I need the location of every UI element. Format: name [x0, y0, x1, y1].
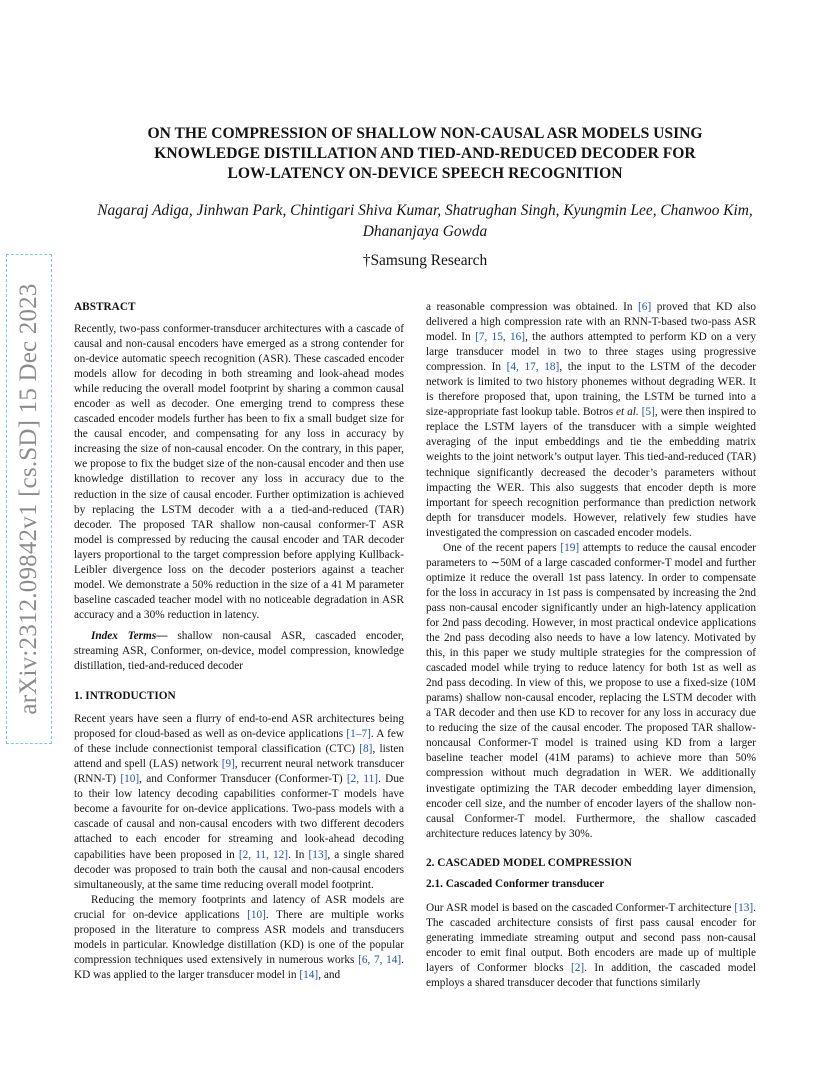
right-paragraph-1: a reasonable compression was obtained. In [6] proved that KD also delivered a high compression rate with an RNN-T-based two-pass ASR model. In [7, 15, 16], the authors attempted to perform KD on a very large transducer model in two to three stages using progressive compression. In [4, 17, 18], the input to the LSTM of the decoder network is limited to two history phonemes without degrading WER. It is therefore proposed that, upon training, the LSTM be turned into a size-appropriate fast lookup table. Botros et al. [5], were then inspired to replace the LSTM layers of the transducer with a simple weighted averaging of the input embeddings and tie the embedding matrix weights to the joint network’s output layer. This tied-and-reduced (TAR) technique significantly decreased the decoder’s parameters without impacting the WER. This also suggests that encoder depth is more important for speech recognition performance than prediction network depth for transducer models. However, relatively few studies have investigated the compression on cascaded encoder models.	[426, 301, 756, 539]
citation-link[interactable]: [1–7]	[346, 728, 371, 741]
right-column	[426, 300, 756, 991]
citation-link[interactable]: [9]	[221, 758, 235, 771]
title-line-2: KNOWLEDGE DISTILLATION AND TIED-AND-REDUCED DECODER FOR	[154, 145, 696, 162]
section-2-heading: 2. CASCADED MODEL COMPRESSION	[426, 856, 632, 869]
index-terms-text: shallow non-causal ASR, cascaded encoder, streaming ASR, Conformer, on-device, model compression, knowledge distillation, tied-and-reduced decoder	[74, 629, 404, 673]
index-terms-label: Index Terms—	[90, 629, 168, 642]
intro-paragraph-2: Reducing the memory footprints and latency of ASR models are crucial for on-device applications [10]. There are multiple works proposed in the literature to compress ASR models and transducers models in particular. Knowledge distillation (KD) is one of the popular compression techniques used extensively in numerous works [6, 7, 14]. KD was applied to the larger transducer model in [14], and	[74, 893, 404, 981]
citation-link[interactable]: [10]	[247, 908, 266, 921]
citation-link[interactable]: [2, 11, 12]	[238, 848, 289, 861]
section-2-1-paragraph: Our ASR model is based on the cascaded Conformer-T architecture [13]. The cascaded architecture consists of first pass causal encoder for generating immediate streaming output and second pass non-causal encoder to emit final output. Both encoders are made up of multiple layers of Conformer blocks [2]. In addition, the cascaded model employs a shared transducer decoder that functions similarly	[426, 901, 756, 989]
citation-link[interactable]: [14]	[299, 968, 319, 981]
citation-link[interactable]: [2, 11]	[346, 773, 379, 786]
abstract-text: Recently, two-pass conformer-transducer architectures with a cascade of causal and non-causal encoders have emerged as a strong contender for on-device automatic speech recognition (ASR). These cascaded encoder models allow for decoding in both streaming and look-ahead modes while reducing the overall model footprint by sharing a common causal encoder as well as decoder. One emerging trend to compress these cascaded encoder models further has been to fix a small budget size for the causal encoder, and compensating for any loss in accuracy by increasing the size of non-causal encoder. On the contrary, in this paper, we propose to fix the budget size of the non-causal encoder and then use knowledge distillation to recover any loss in accuracy due to the reduction in the size of causal encoder. Further optimization is achieved by replacing the LSTM decoder with a a tied-and-reduced (TAR) decoder. The proposed TAR shallow non-causal conformer-T ASR model is compressed by reducing the causal encoder and TAR decoder layers proportional to the target compression before applying Kullback-Leibler divergence loss on the decoder posteriors against a teacher model. We demonstrate a 50% reduction in the size of a 41 M parameter baseline cascaded teacher model with no noticeable degradation in ASR accuracy and a 30% reduction in latency.	[74, 323, 404, 621]
citation-link[interactable]: [5]	[641, 406, 655, 419]
introduction-heading: 1. INTRODUCTION	[74, 690, 176, 703]
title-line-1: ON THE COMPRESSION OF SHALLOW NON-CAUSAL ASR MODELS USING	[147, 125, 703, 142]
affiliation: †Samsung Research	[362, 252, 488, 269]
subsection-2-1-heading: 2.1. Cascaded Conformer transducer	[426, 877, 605, 890]
citation-link[interactable]: [4, 17, 18]	[506, 361, 560, 374]
citation-link[interactable]: [19]	[560, 541, 580, 554]
title-line-3: LOW-LATENCY ON-DEVICE SPEECH RECOGNITION	[227, 165, 623, 182]
abstract-heading: ABSTRACT	[74, 301, 136, 313]
citation-link[interactable]: [13]	[308, 848, 328, 861]
citation-link[interactable]: [2]	[571, 961, 585, 974]
citation-link[interactable]: [8]	[359, 743, 373, 756]
citation-link[interactable]: [13]	[734, 901, 754, 914]
arxiv-identifier-stamp[interactable]	[6, 254, 52, 744]
intro-paragraph-1: Recent years have seen a flurry of end-to-end ASR architectures being proposed for cloud-based as well as on-device applications [1–7]. A few of these include connectionist temporal classification (CTC) [8], listen attend and spell (LAS) network [9], recurrent neural network transducer (RNN-T) [10], and Conformer Transducer (Conformer-T) [2, 11]. Due to their low latency decoding capabilities conformer-T models have become a favourite for on-device applications. Two-pass models with a cascade of causal and non-causal encoders with two different decoders attached to each encoder for streaming and look-ahead decoding capabilities have been proposed in [2, 11, 12]. In [13], a single shared decoder was proposed to train both the causal and non-causal encoders simultaneously, at the same time reducing overall model footprint.	[74, 713, 405, 891]
citation-link[interactable]: [7, 15, 16]	[475, 331, 526, 344]
citation-link[interactable]: [6]	[638, 301, 652, 313]
citation-link[interactable]: [10]	[120, 773, 140, 786]
citation-link[interactable]: [6, 7, 14]	[358, 953, 402, 966]
arxiv-identifier-text: arXiv:2312.09842v1 [cs.SD] 15 Dec 2023	[15, 283, 42, 715]
right-paragraph-2: One of the recent papers [19] attempts to reduce the causal encoder parameters to ∼50M of a large cascaded conformer-T model and further optimize it reduce the overall 1st pass latency. In order to compensate for the loss in accuracy in 1st pass is compensated by increasing the 2nd pass non-causal encoder significantly under an high-latency application for 2nd pass decoding. However, in most practical ondevice applications the 2nd pass decoding also needs to have a low latency. Motivated by this, in this paper we study multiple strategies for the compression of cascaded model while trying to reduce latency for both 1st as well as 2nd pass decoding. In view of this, we propose to use a fixed-size (10M params) shallow non-causal encoder, replacing the LSTM decoder with a TAR decoder and then use KD to recover for any loss in accuracy due to reducing the size of the causal encoder. The proposed TAR shallow-noncausal Conformer-T model is trained using KD from a larger baseline teacher model (41M params) to achieve more than 50% compression without much degradation in WER. We additionally investigate optimizing the TAR decoder embedding layer dimension, encoder cell size, and the number of encoder layers of the shallow non-causal Conformer-T model. Furthermore, the shallow cascaded architecture reduces latency by 30%.	[426, 541, 756, 840]
index-terms	[74, 629, 404, 674]
paper-title	[90, 124, 760, 184]
author-list: Nagaraj Adiga, Jinhwan Park, Chintigari Shiva Kumar, Shatrughan Singh, Kyungmin Lee, Chanwoo Kim, Dhananjaya Gowda	[97, 202, 753, 240]
left-column	[74, 300, 404, 983]
